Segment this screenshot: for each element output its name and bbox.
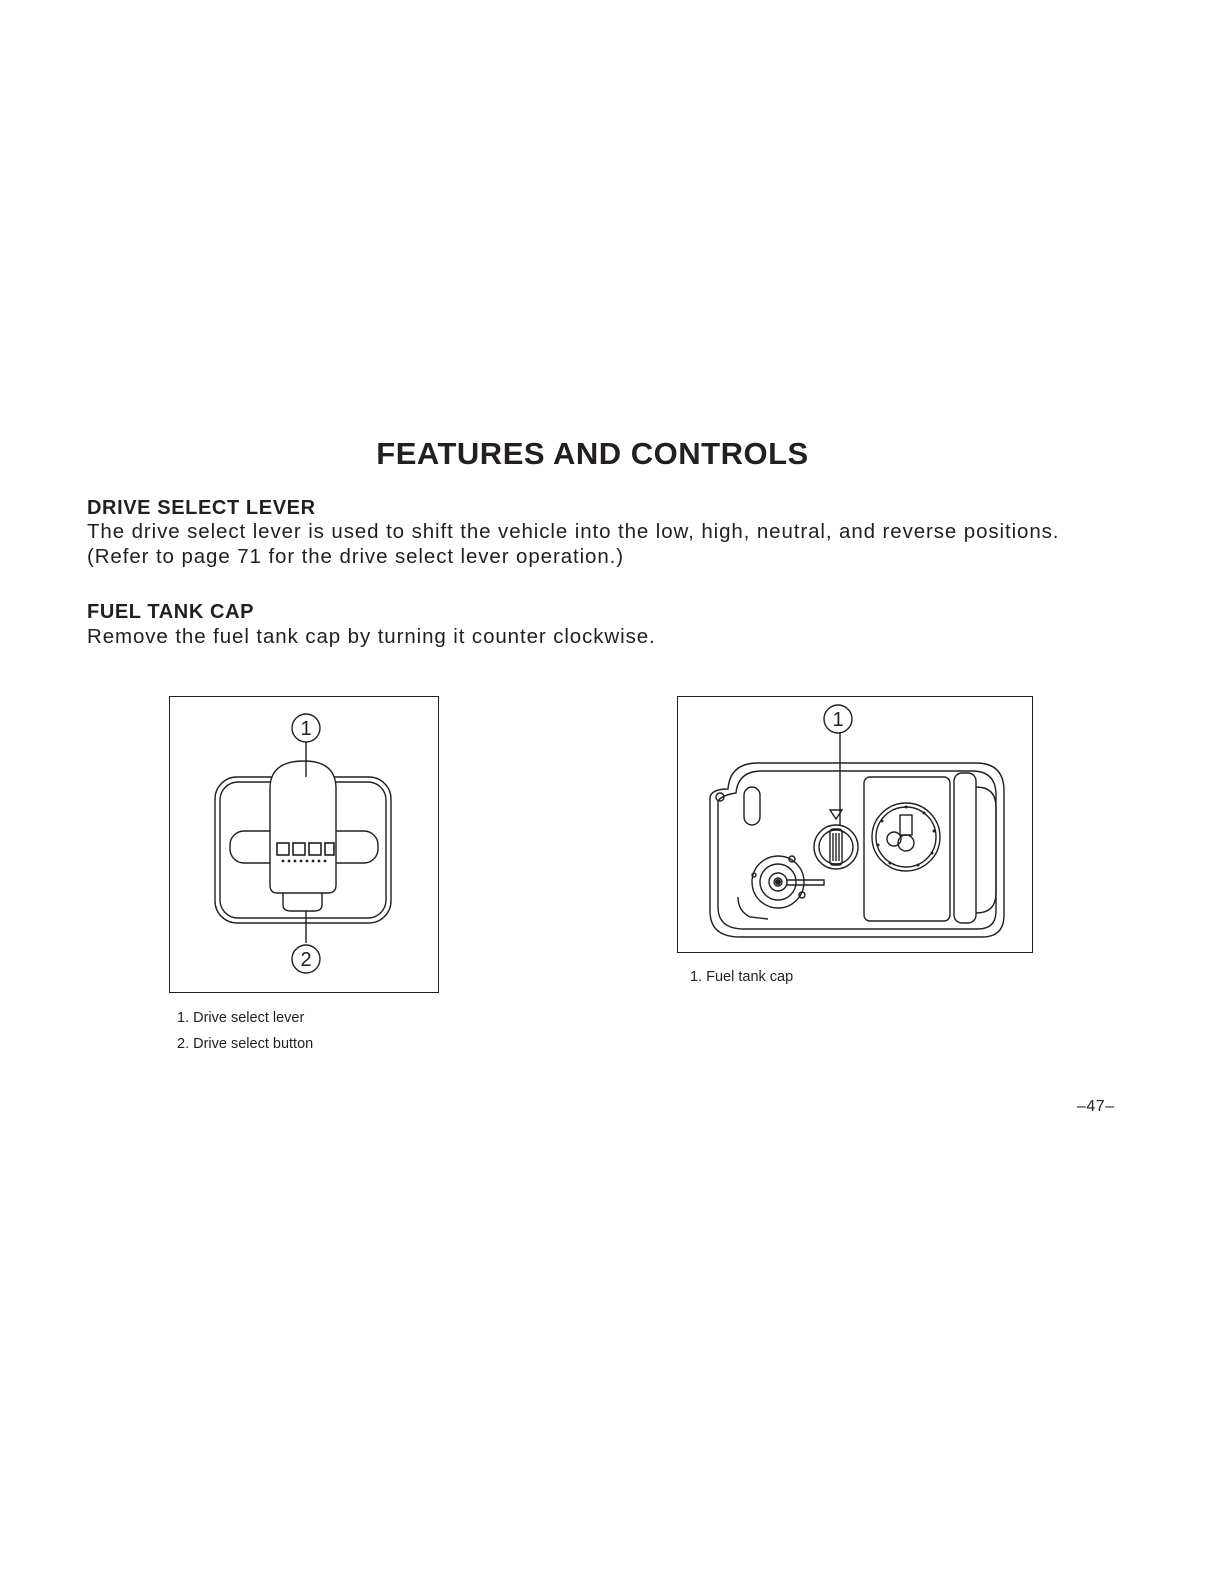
fuel-tank-cap-heading: FUEL TANK CAP <box>87 601 255 623</box>
callout-1: 1 <box>832 709 844 731</box>
drive-figure-caption-1: 1. Drive select lever <box>177 1010 305 1026</box>
callout-2: 2 <box>300 949 312 971</box>
drive-select-lever-figure <box>169 696 439 993</box>
drive-figure-caption-2: 2. Drive select button <box>177 1036 314 1052</box>
page-title: FEATURES AND CONTROLS <box>376 436 809 471</box>
drive-select-lever-illustration <box>170 697 437 991</box>
fuel-tank-cap-text: Remove the fuel tank cap by turning it counter clockwise. <box>87 625 656 648</box>
drive-select-lever-heading: DRIVE SELECT LEVER <box>87 497 316 519</box>
drive-select-lever-text-line-2: (Refer to page 71 for the drive select lever operation.) <box>87 545 624 568</box>
fuel-tank-cap-illustration <box>678 697 1031 951</box>
callout-1: 1 <box>300 718 312 740</box>
fuel-tank-cap-figure <box>677 696 1033 953</box>
fuel-figure-caption-1: 1. Fuel tank cap <box>690 969 794 985</box>
page-number: –47– <box>1077 1098 1115 1115</box>
drive-select-lever-text-line-1: The drive select lever is used to shift the vehicle into the low, high, neutral, and reverse positions. <box>87 520 1060 543</box>
